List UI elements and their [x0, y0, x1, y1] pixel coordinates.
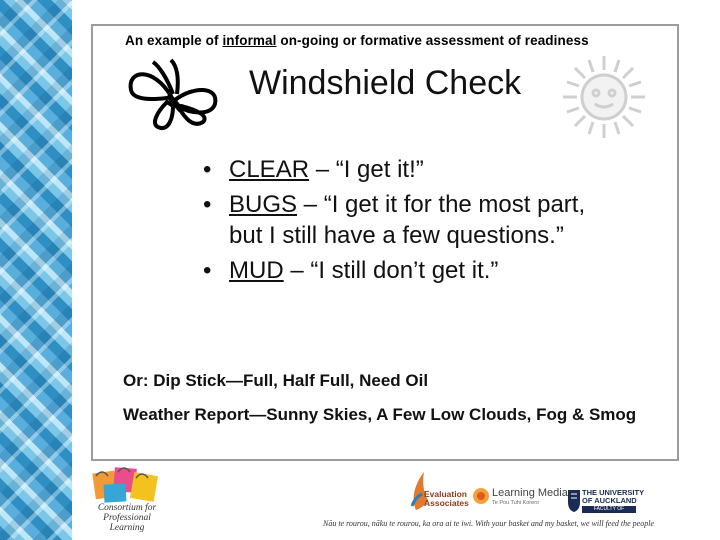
bullet-icon: •: [203, 156, 212, 183]
list-item: [203, 255, 623, 286]
bullet-term: BUGS: [229, 191, 298, 218]
bullet-icon: •: [203, 257, 212, 284]
weather-report-note: Weather Report—Sunny Skies, A Few Low Clouds, Fog & Smog: [123, 405, 637, 424]
bullet-text: – “I get it!”: [309, 156, 424, 183]
university-logo-text: [582, 489, 644, 505]
bullet-list: [203, 154, 623, 290]
header-prefix: An example of: [125, 33, 223, 48]
uoa-logo-line: THE UNIVERSITY: [582, 488, 645, 497]
cpl-logo-line: Professional: [103, 513, 151, 523]
uoa-logo-line: OF AUCKLAND: [582, 496, 637, 505]
bullet-text: – “I still don’t get it.”: [283, 257, 499, 284]
dip-stick-note: Or: Dip Stick—Full, Half Full, Need Oil: [123, 371, 429, 390]
list-item: [203, 189, 623, 251]
faculty-label: FACULTY OF EDUCATION: [582, 506, 636, 513]
decorative-side-strip: [0, 0, 72, 540]
slide-header: [125, 33, 589, 48]
learning-media-logo-subtext: Te Pou Tuhi Korero: [492, 500, 540, 506]
learning-media-logo-text: Learning Media: [492, 487, 568, 499]
bullet-text: – “I get it for the most part, but I still have a few questions.”: [229, 191, 586, 249]
footer-proverb: Nāu te rourou, nāku te rourou, ka ora ai te iwi. With your basket and my basket, we will feed the people: [323, 519, 654, 528]
ea-logo-line: Associates: [424, 498, 469, 508]
bullet-term: MUD: [229, 257, 284, 284]
butterfly-icon: [123, 56, 223, 131]
cpl-logo-line: Learning: [109, 523, 145, 533]
cpl-logo-line: Consortium for: [97, 503, 157, 513]
evaluation-associates-logo-text: [424, 490, 469, 508]
header-emphasis: informal: [222, 33, 277, 48]
bullet-icon: •: [203, 191, 212, 218]
ea-logo-line: Evaluation: [424, 489, 467, 499]
sun-icon: [559, 52, 649, 142]
header-suffix: on-going or formative assessment of readiness: [276, 33, 589, 48]
slide-content: [91, 24, 679, 461]
cpl-logo-text: [92, 503, 162, 533]
list-item: [203, 154, 623, 185]
slide-title: Windshield Check: [249, 64, 522, 102]
bullet-term: CLEAR: [229, 156, 310, 183]
